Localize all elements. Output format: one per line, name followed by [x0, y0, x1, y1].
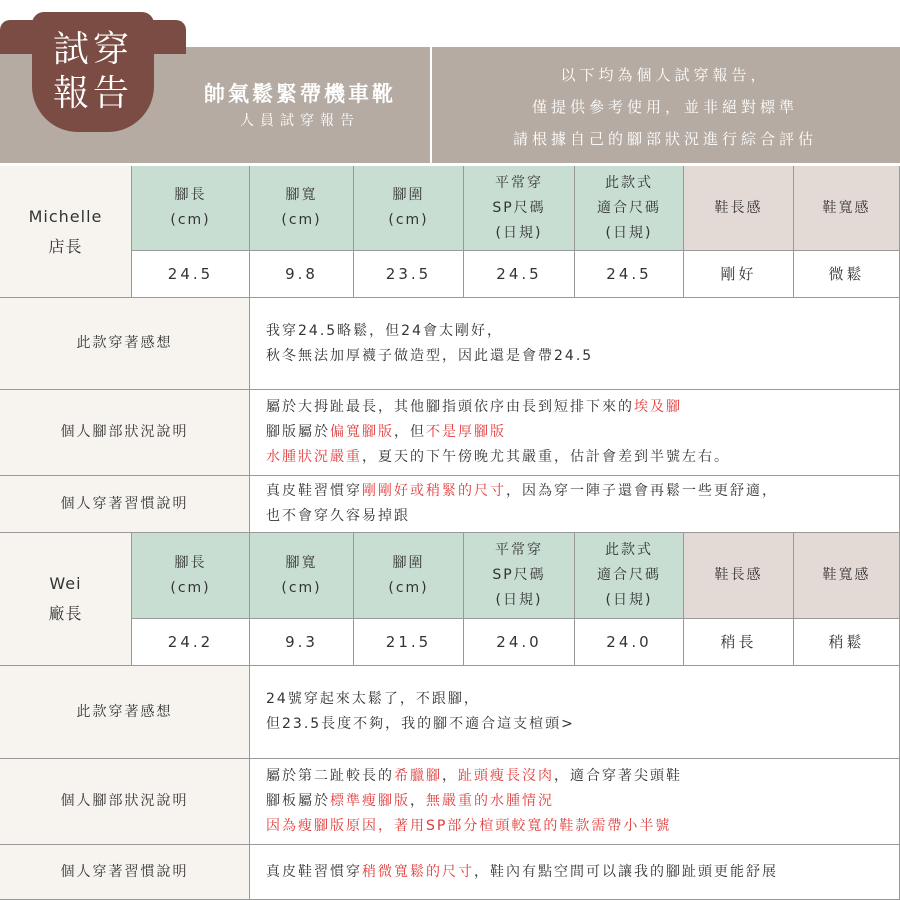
- column-header-text: 鞋寬感: [822, 567, 871, 583]
- value-usual-size: [464, 251, 575, 298]
- column-header-text: [492, 538, 545, 613]
- highlight-text: 標準瘦腳版: [330, 793, 410, 809]
- plain-text: 屬於第二趾較長的: [266, 768, 394, 784]
- description-line: [266, 319, 593, 344]
- column-header-text: [281, 551, 321, 601]
- column-header-length-feel: [684, 166, 794, 251]
- description-text: [266, 687, 575, 737]
- value-text: 23.5: [385, 264, 432, 283]
- column-header-foot-length: [132, 533, 250, 619]
- notice-line-1: 以下均為個人試穿報告，: [560, 66, 770, 84]
- tester-role: 店長: [48, 236, 83, 256]
- column-header-fit-size: [575, 166, 684, 251]
- column-header-line: (日規): [495, 592, 543, 608]
- column-header-line: 此款式: [605, 174, 653, 191]
- column-header-line: 腳圍: [392, 187, 425, 203]
- label-impression: [0, 666, 250, 759]
- notice-line-3: 請根據自己的腳部狀況進行綜合評估: [512, 130, 817, 148]
- label-wear-habit: [0, 845, 250, 900]
- column-header-usual-size: [464, 533, 575, 619]
- highlight-text: 水腫狀況嚴重: [266, 449, 362, 465]
- value-text: 剛好: [720, 264, 757, 283]
- plain-text: ，: [442, 768, 458, 784]
- value-text: 24.5: [606, 264, 652, 283]
- report-badge: [32, 12, 154, 132]
- column-header-text: 鞋寬感: [822, 199, 871, 216]
- column-header-text: 鞋長感: [714, 567, 763, 583]
- plain-text: 真皮鞋習慣穿: [266, 863, 362, 880]
- text-foot-condition: [250, 390, 900, 476]
- description-text: [266, 860, 778, 885]
- value-text: 24.0: [606, 632, 652, 651]
- highlight-text: 稍微寬鬆的尺寸: [362, 863, 474, 880]
- column-header-line: SP尺碼: [492, 567, 546, 583]
- plain-text: ，夏天的下午傍晚尤其嚴重，估計會差到半號左右。: [362, 449, 730, 465]
- column-header-line: 平常穿: [495, 174, 543, 191]
- value-foot-width: [250, 619, 354, 666]
- plain-text: ，鞋內有點空間可以讓我的腳趾頭更能舒展: [474, 863, 778, 880]
- value-text: 9.3: [285, 632, 318, 651]
- plain-text: 屬於大拇趾最長，其他腳指頭依序由長到短排下來的: [266, 399, 634, 415]
- column-header-line: 適合尺碼: [597, 199, 661, 216]
- column-header-text: [170, 551, 210, 601]
- plain-text: 真皮鞋習慣穿: [266, 483, 362, 499]
- value-text: 24.0: [496, 632, 542, 651]
- plain-text: 我穿24.5略鬆，但24會太剛好，: [266, 322, 503, 339]
- value-width-feel: [794, 251, 900, 298]
- label-foot-condition: [0, 759, 250, 845]
- value-foot-length: [132, 251, 250, 298]
- highlight-text: 埃及腳: [634, 399, 682, 415]
- value-fit-size: [575, 619, 684, 666]
- column-header-line: 腳寬: [285, 187, 318, 203]
- row-label: 個人腳部狀況說明: [60, 424, 189, 440]
- column-header-line: 腳圍: [392, 554, 425, 571]
- column-header-line: SP尺碼: [492, 199, 546, 216]
- description-line: [266, 504, 778, 529]
- value-fit-size: [575, 251, 684, 298]
- highlight-text: 趾頭瘦長沒肉: [458, 768, 554, 784]
- plain-text: 也不會穿久容易掉跟: [266, 508, 410, 524]
- product-title: 帥氣鬆緊帶機車靴: [204, 82, 396, 106]
- column-header-foot-girth: [354, 533, 464, 619]
- description-line: [266, 712, 575, 737]
- column-header-line: 此款式: [605, 542, 653, 558]
- value-text: 24.5: [167, 264, 214, 283]
- plain-text: 但23.5長度不夠，我的腳不適合這支楦頭>: [266, 716, 575, 732]
- column-header-line: (日規): [605, 592, 653, 608]
- label-wear-habit: [0, 476, 250, 533]
- column-header-text: [388, 183, 428, 233]
- report-subtitle: 人員試穿報告: [240, 113, 360, 129]
- description-text: [266, 395, 730, 470]
- description-line: [266, 814, 682, 839]
- description-line: [266, 764, 682, 789]
- column-header-line: (cm): [388, 212, 429, 228]
- highlight-text: 因為瘦腳版原因，著用SP部分楦頭較寬的鞋款需帶小半號: [266, 818, 672, 834]
- plain-text: ，: [410, 793, 426, 809]
- column-header-width-feel: [794, 166, 900, 251]
- value-usual-size: [464, 619, 575, 666]
- column-header-line: (cm): [281, 579, 322, 596]
- column-header-fit-size: [575, 533, 684, 619]
- label-foot-condition: [0, 390, 250, 476]
- column-header-width-feel: [794, 533, 900, 619]
- column-header-line: (日規): [495, 224, 543, 241]
- plain-text: 腳板屬於: [266, 793, 330, 809]
- value-foot-length: [132, 619, 250, 666]
- plain-text: ，但: [394, 424, 426, 440]
- column-header-foot-width: [250, 166, 354, 251]
- column-header-line: (cm): [281, 212, 322, 228]
- description-line: [266, 479, 778, 504]
- column-header-line: 平常穿: [495, 542, 543, 558]
- column-header-text: [170, 183, 210, 233]
- value-text: 9.8: [285, 264, 318, 283]
- plain-text: ，適合穿著尖頭鞋: [554, 768, 682, 784]
- row-label: 此款穿著感想: [76, 703, 173, 720]
- column-header-text: [492, 171, 545, 246]
- row-label: 個人穿著習慣說明: [60, 863, 189, 880]
- value-text: 稍鬆: [828, 632, 865, 651]
- tester-name-cell: [0, 533, 132, 666]
- value-width-feel: [794, 619, 900, 666]
- notice-line-2: 僅提供參考使用，並非絕對標準: [531, 98, 798, 116]
- highlight-text: 無嚴重的水腫情況: [426, 793, 554, 809]
- label-impression: [0, 298, 250, 390]
- row-label: 此款穿著感想: [76, 335, 173, 351]
- text-impression: [250, 298, 900, 390]
- badge-line-1: 試穿: [52, 29, 133, 70]
- column-header-text: [388, 551, 428, 601]
- header-divider: [430, 47, 432, 164]
- value-text: 微鬆: [828, 264, 865, 283]
- plain-text: 秋冬無法加厚襪子做造型，因此還是會帶24.5: [266, 347, 594, 364]
- column-header-text: [597, 171, 661, 246]
- highlight-text: 偏寬腳版: [330, 424, 394, 440]
- tester-name-cell: [0, 166, 132, 298]
- highlight-text: 希臘腳: [394, 768, 442, 784]
- column-header-length-feel: [684, 533, 794, 619]
- value-text: 24.5: [496, 264, 542, 283]
- value-foot-girth: [354, 619, 464, 666]
- column-header-line: (cm): [388, 579, 429, 596]
- column-header-line: 適合尺碼: [597, 567, 661, 583]
- highlight-text: 剛剛好或稍緊的尺寸: [362, 483, 506, 499]
- column-header-foot-width: [250, 533, 354, 619]
- column-header-line: (日規): [605, 224, 653, 241]
- text-foot-condition: [250, 759, 900, 845]
- highlight-text: 不是厚腳版: [426, 424, 506, 440]
- description-text: [266, 764, 682, 839]
- column-header-text: [281, 183, 321, 233]
- text-impression: [250, 666, 900, 759]
- column-header-line: 腳長: [174, 554, 207, 571]
- text-wear-habit: [250, 845, 900, 900]
- plain-text: 腳版屬於: [266, 424, 330, 440]
- description-line: [266, 420, 730, 445]
- column-header-line: (cm): [170, 579, 211, 596]
- description-line: [266, 395, 730, 420]
- column-header-usual-size: [464, 166, 575, 251]
- column-header-foot-length: [132, 166, 250, 251]
- description-line: [266, 445, 730, 470]
- description-text: [266, 319, 593, 369]
- row-label: 個人腳部狀況說明: [60, 793, 189, 809]
- description-line: [266, 687, 575, 712]
- column-header-text: [597, 538, 661, 613]
- column-header-foot-girth: [354, 166, 464, 251]
- column-header-line: (cm): [170, 212, 211, 228]
- badge-line-2: 報告: [52, 73, 133, 114]
- column-header-line: 腳長: [174, 187, 207, 203]
- value-length-feel: [684, 619, 794, 666]
- value-foot-width: [250, 251, 354, 298]
- plain-text: 24號穿起來太鬆了，不跟腳，: [266, 691, 480, 707]
- description-line: [266, 344, 593, 369]
- value-foot-girth: [354, 251, 464, 298]
- tester-name: Wei: [49, 574, 82, 593]
- description-text: [266, 479, 778, 529]
- value-text: 24.2: [167, 632, 214, 651]
- column-header-text: 鞋長感: [714, 199, 763, 216]
- row-label: 個人穿著習慣說明: [60, 495, 189, 512]
- value-length-feel: [684, 251, 794, 298]
- tester-role: 廠長: [48, 604, 83, 623]
- text-wear-habit: [250, 476, 900, 533]
- description-line: [266, 860, 778, 885]
- value-text: 稍長: [720, 632, 757, 651]
- tester-name: Michelle: [28, 206, 103, 226]
- value-text: 21.5: [385, 632, 432, 651]
- plain-text: ，因為穿一陣子還會再鬆一些更舒適，: [506, 483, 778, 499]
- column-header-line: 腳寬: [285, 554, 318, 571]
- description-line: [266, 789, 682, 814]
